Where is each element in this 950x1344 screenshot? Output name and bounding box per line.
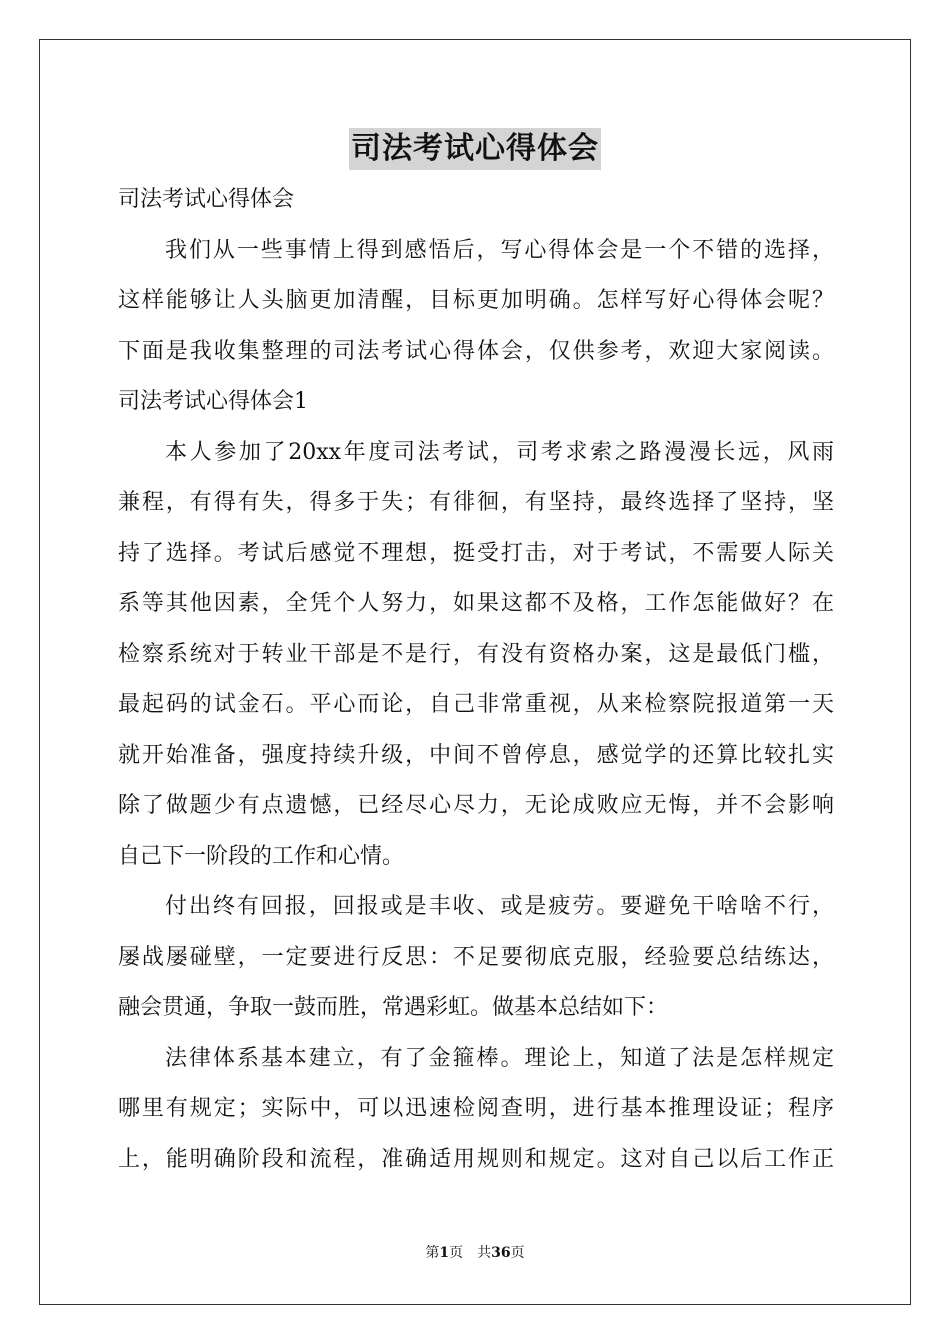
- text-line: 法律体系基本建立，有了金箍棒。理论上，知道了法是怎样规定: [165, 1045, 834, 1071]
- text-line: 就开始准备，强度持续升级，中间不曾停息，感觉学的还算比较扎实: [118, 742, 834, 768]
- footer-total-pages: 36: [491, 1245, 511, 1261]
- document-title: 司法考试心得体会: [349, 128, 601, 170]
- footer-page-number: 1: [439, 1245, 450, 1261]
- text-line: 下面是我收集整理的司法考试心得体会，仅供参考，欢迎大家阅读。: [118, 338, 834, 364]
- text-line: 付出终有回报，回报或是丰收、或是疲劳。要避免干啥啥不行，: [165, 894, 834, 919]
- footer-suffix: 页: [510, 1245, 525, 1261]
- footer-prefix: 第: [425, 1245, 440, 1261]
- text-line: 本人参加了20xx年度司法考试，司考求索之路漫漫长远，风雨: [165, 439, 834, 465]
- text-line: 屡战屡碰壁，一定要进行反思：不足要彻底克服，经验要总结练达，: [118, 944, 834, 970]
- text-line: 兼程，有得有失，得多于失；有徘徊，有坚持，最终选择了坚持，坚: [118, 490, 834, 515]
- text-line: 最起码的试金石。平心而论，自己非常重视，从来检察院报道第一天: [118, 692, 834, 717]
- text-line: 除了做题少有点遗憾，已经尽心尽力，无论成败应无悔，并不会影响: [118, 793, 834, 818]
- text-line: 自己下一阶段的工作和心情。: [118, 843, 405, 869]
- text-line: 检察系统对于转业干部是不是行，有没有资格办案，这是最低门槛，: [118, 641, 834, 667]
- footer-mid: 页 共: [449, 1245, 492, 1261]
- text-line: 我们从一些事情上得到感悟后，写心得体会是一个不错的选择，: [165, 237, 834, 263]
- text-line: 这样能够让人头脑更加清醒，目标更加明确。怎样写好心得体会呢？: [118, 288, 834, 313]
- title-container: [0, 128, 950, 170]
- page-footer: [0, 1243, 950, 1263]
- document-body: [118, 175, 834, 1185]
- text-line: 系等其他因素，全凭个人努力，如果这都不及格，工作怎能做好？在: [118, 591, 834, 616]
- text-line: 司法考试心得体会: [118, 187, 295, 212]
- text-line: 上，能明确阶段和流程，准确适用规则和规定。这对自己以后工作正: [118, 1146, 834, 1172]
- text-line: 司法考试心得体会1: [118, 389, 308, 414]
- text-line: 融会贯通，争取一鼓而胜，常遇彩虹。做基本总结如下：: [118, 995, 669, 1020]
- text-line: 哪里有规定；实际中，可以迅速检阅查明，进行基本推理设证；程序: [118, 1096, 834, 1121]
- text-line: 持了选择。考试后感觉不理想，挺受打击，对于考试，不需要人际关: [118, 540, 834, 566]
